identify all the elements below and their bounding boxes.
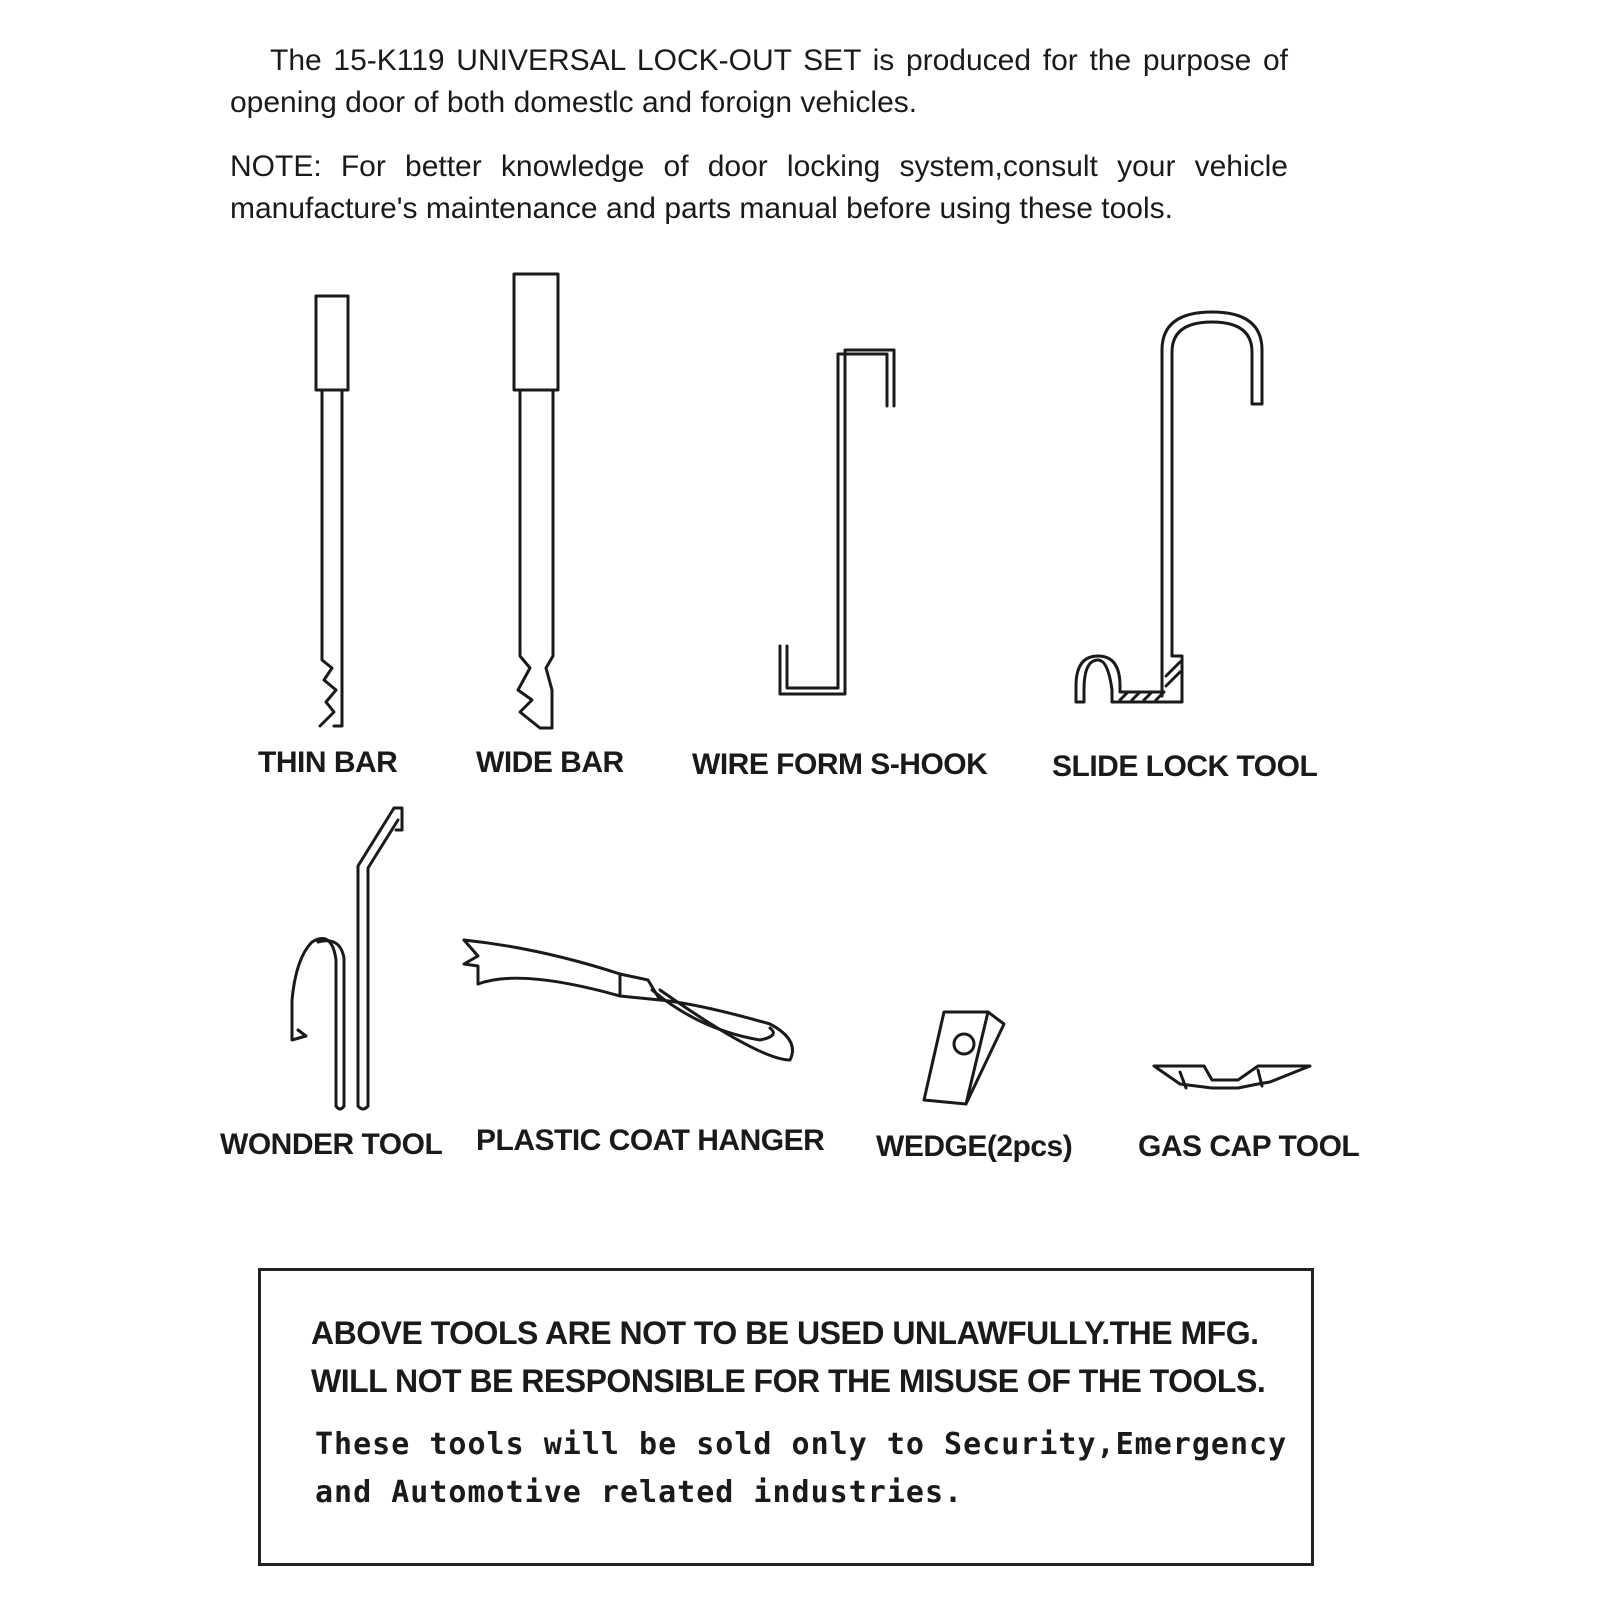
wonder-tool-icon — [292, 808, 402, 1109]
warning-line-1: ABOVE TOOLS ARE NOT TO BE USED UNLAWFULLY.THE MFG. — [311, 1315, 1259, 1351]
note-paragraph: NOTE: For better knowledge of door locking system,consult your vehicle manufacture's maintenance and parts manual before using these tools. — [230, 150, 1288, 225]
warning-line-4: and Automotive related industries. — [315, 1475, 964, 1510]
tool-label-thin-bar: THIN BAR — [258, 746, 398, 779]
tool-label-gas-cap-tool: GAS CAP TOOL — [1138, 1130, 1360, 1163]
wedge-icon — [924, 1012, 1004, 1104]
tool-label-s-hook: WIRE FORM S-HOOK — [692, 748, 988, 781]
tool-label-coat-hanger: PLASTIC COAT HANGER — [476, 1124, 825, 1157]
intro-paragraph: The 15-K119 UNIVERSAL LOCK-OUT SET is produced for the purpose of opening door of both domestlc and foroign vehicles. — [230, 44, 1288, 119]
tool-label-wedge: WEDGE(2pcs) — [876, 1130, 1073, 1163]
coat-hanger-icon — [464, 940, 793, 1060]
warning-box — [258, 1268, 1314, 1566]
wide-bar-icon — [514, 274, 558, 728]
sales-restriction — [315, 1421, 1287, 1517]
thin-bar-icon — [316, 296, 348, 726]
s-hook-icon — [780, 350, 894, 694]
tool-label-wonder-tool: WONDER TOOL — [220, 1128, 443, 1161]
tool-label-wide-bar: WIDE BAR — [476, 746, 624, 779]
warning-line-3: These tools will be sold only to Security,Emergency — [315, 1427, 1288, 1462]
tool-label-slide-lock-tool: SLIDE LOCK TOOL — [1052, 750, 1318, 783]
slide-lock-tool-icon — [1076, 312, 1262, 702]
warning-line-2: WILL NOT BE RESPONSIBLE FOR THE MISUSE OF THE TOOLS. — [311, 1363, 1266, 1399]
warning-disclaimer — [311, 1309, 1265, 1405]
gas-cap-tool-icon — [1154, 1066, 1310, 1088]
